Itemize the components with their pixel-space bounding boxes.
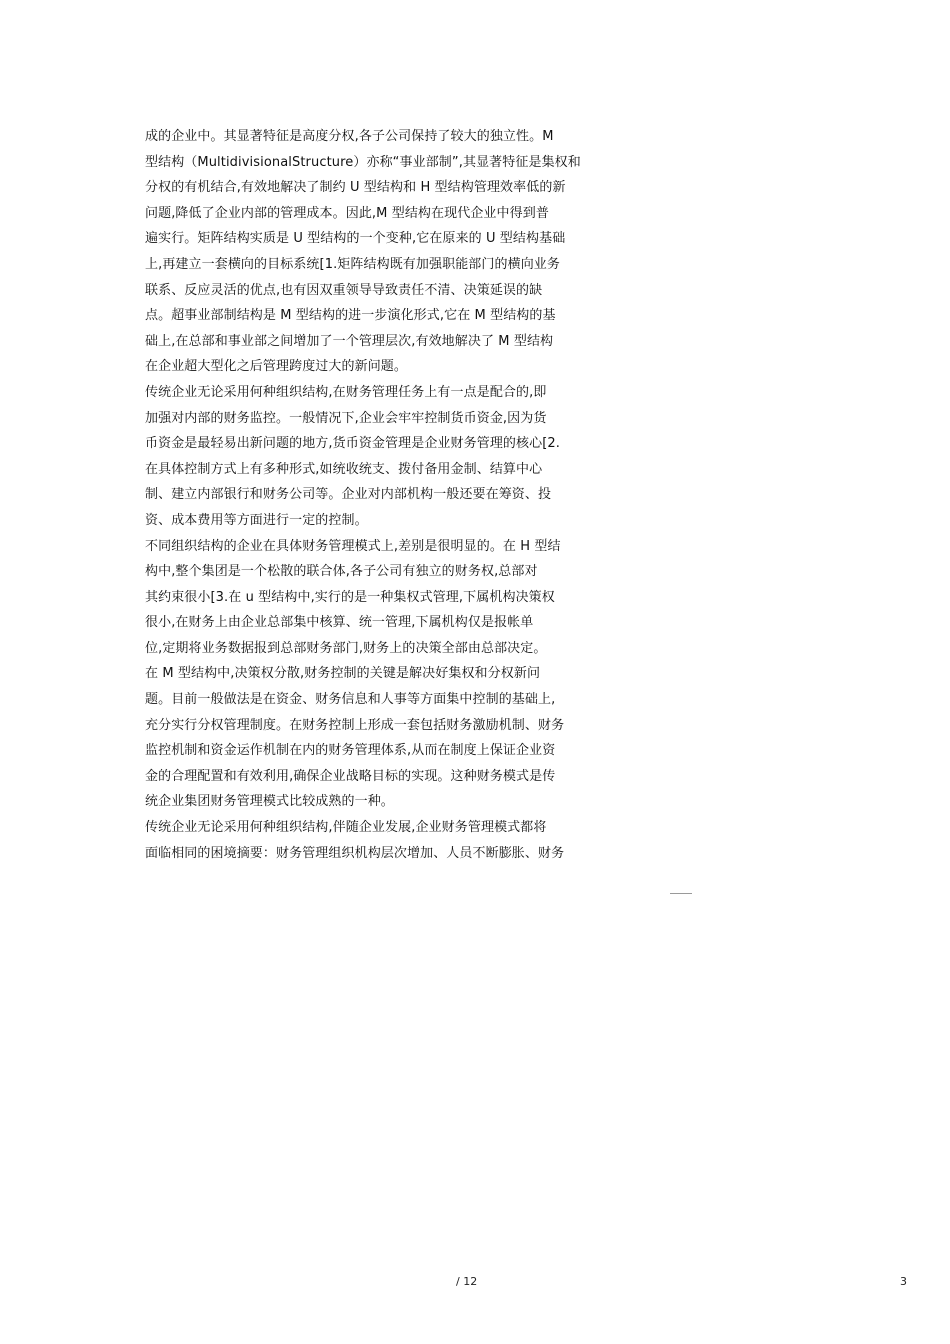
text-line: 不同组织结构的企业在具体财务管理模式上,差别是很明显的。在 H 型结 [145,538,561,554]
text-line: 加强对内部的财务监控。一般情况下,企业会牢牢控制货币资金,因为货 [145,410,547,426]
text-line: 在具体控制方式上有多种形式,如统收统支、拨付备用金制、结算中心 [145,461,543,477]
text-line: 很小,在财务上由企业总部集中核算、统一管理,下属机构仅是报帐单 [145,615,534,631]
text-line: 在企业超大型化之后管理跨度过大的新问题。 [145,359,408,375]
text-line: 型结构（MultidivisionalStructure）亦称“事业部制”,其显著特征是集权和 [145,154,581,170]
text-line: 金的合理配置和有效利用,确保企业战略目标的实现。这种财务模式是传 [145,768,556,784]
text-line: 面临相同的困境摘要：财务管理组织机构层次增加、人员不断膨胀、财务 [145,845,565,861]
text-line: 构中,整个集团是一个松散的联合体,各子公司有独立的财务权,总部对 [145,564,538,580]
text-line: 在 M 型结构中,决策权分散,财务控制的关键是解决好集权和分权新问 [145,666,541,682]
text-line: 充分实行分权管理制度。在财务控制上形成一套包括财务激励机制、财务 [145,717,565,733]
text-line: 联系、反应灵活的优点,也有因双重领导导致责任不清、决策延误的缺 [145,282,543,298]
text-line: 分权的有机结合,有效地解决了制约 U 型结构和 H 型结构管理效率低的新 [145,180,566,196]
text-line: 其约束很小[3.在 u 型结构中,实行的是一种集权式管理,下属机构决策权 [145,589,555,605]
text-line: 资、成本费用等方面进行一定的控制。 [145,512,368,528]
body-text [145,124,615,866]
text-line: 位,定期将业务数据报到总部财务部门,财务上的决策全部由总部决定。 [145,640,547,656]
page-number: 3 [900,1275,907,1288]
text-line: 上,再建立一套横向的目标系统[1.矩阵结构既有加强职能部门的横向业务 [145,256,561,272]
text-line: 传统企业无论采用何种组织结构,在财务管理任务上有一点是配合的,即 [145,384,547,400]
text-line: 制、建立内部银行和财务公司等。企业对内部机构一般还要在筹资、投 [145,487,552,503]
text-line: 币资金是最轻易出新问题的地方,货币资金管理是企业财务管理的核心[2. [145,436,561,452]
text-line: 成的企业中。其显著特征是高度分权,各子公司保持了较大的独立性。M [145,129,554,144]
text-line: 遍实行。矩阵结构实质是 U 型结构的一个变种,它在原来的 U 型结构基础 [145,231,566,247]
text-line: 础上,在总部和事业部之间增加了一个管理层次,有效地解决了 M 型结构 [145,333,554,349]
divider [670,893,692,894]
text-line: 问题,降低了企业内部的管理成本。因此,M 型结构在现代企业中得到普 [145,205,549,221]
text-line: 监控机制和资金运作机制在内的财务管理体系,从而在制度上保证企业资 [145,743,556,759]
page-total: / 12 [456,1275,478,1288]
text-line: 题。目前一般做法是在资金、财务信息和人事等方面集中控制的基础上, [145,692,556,708]
text-line: 传统企业无论采用何种组织结构,伴随企业发展,企业财务管理模式都将 [145,820,547,836]
text-line: 统企业集团财务管理模式比较成熟的一种。 [145,794,394,810]
text-line: 点。超事业部制结构是 M 型结构的进一步演化形式,它在 M 型结构的基 [145,308,556,324]
